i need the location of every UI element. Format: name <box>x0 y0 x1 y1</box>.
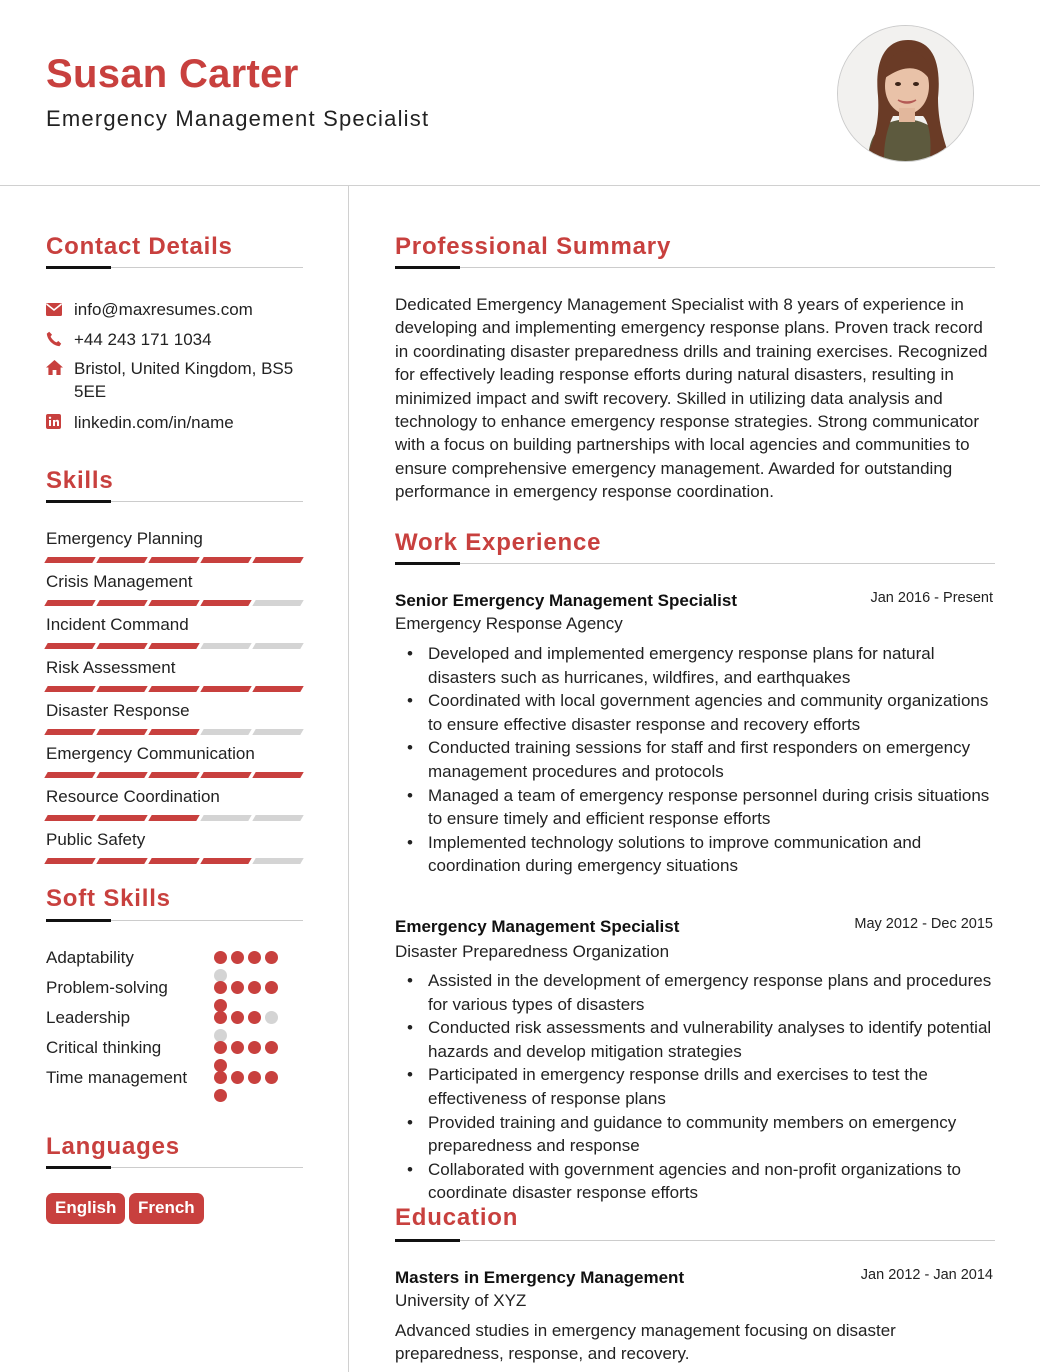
rating-dot <box>231 1071 244 1084</box>
summary-section-rule <box>395 267 995 268</box>
job-organization: Emergency Response Agency <box>395 614 623 633</box>
skill-level-segment <box>148 729 199 735</box>
skill-level-segment <box>148 772 199 778</box>
skill-level-segment <box>148 643 199 649</box>
skill-level-segment <box>44 772 95 778</box>
skill-level-bar <box>46 686 302 692</box>
education-school: University of XYZ <box>395 1291 527 1310</box>
phone-icon <box>46 328 74 352</box>
skill-level-segment <box>44 600 95 606</box>
rating-dot <box>265 1041 278 1054</box>
education-dates: Jan 2012 - Jan 2014 <box>860 1267 993 1283</box>
language-badge: English <box>46 1193 125 1224</box>
contact-address: Bristol, United Kingdom, BS5 5EE <box>74 359 294 401</box>
list-item: • Implemented technology solutions to improve communication and coordination during emergency situations <box>404 831 999 878</box>
skill-level-bar <box>46 557 302 563</box>
skill-level-segment <box>252 858 303 864</box>
list-item: • Conducted training sessions for staff and first responders on emergency management procedures and protocols <box>404 736 999 783</box>
skill-level-segment <box>96 772 147 778</box>
resume-header <box>0 0 1040 186</box>
rating-dot <box>265 1011 278 1024</box>
skill-level-segment <box>44 686 95 692</box>
skill-level-segment <box>96 729 147 735</box>
rating-dot <box>231 981 244 994</box>
skill-level-segment <box>252 686 303 692</box>
skill-level-bar <box>46 772 302 778</box>
education-description: Advanced studies in emergency management focusing on disaster preparedness, response, and recovery. <box>395 1321 896 1364</box>
soft-skill-name: Leadership <box>46 1008 131 1027</box>
rating-dot <box>214 951 227 964</box>
education-section-title: Education <box>395 1204 519 1231</box>
rating-dot <box>231 1011 244 1024</box>
rating-dot <box>214 1041 227 1054</box>
rating-dot <box>248 951 261 964</box>
skill-level-segment <box>44 729 95 735</box>
languages-section-rule <box>46 1167 303 1168</box>
skill-level-segment <box>252 643 303 649</box>
job-title: Emergency Management Specialist <box>395 917 680 936</box>
rating-dot <box>248 1041 261 1054</box>
list-item: • Developed and implemented emergency response plans for natural disasters such as hurricanes, wildfires, and earthquakes <box>404 642 999 689</box>
job-bullets <box>404 642 999 878</box>
skill-level-segment <box>252 729 303 735</box>
contact-linkedin-row <box>46 411 306 434</box>
skill-level-segment <box>252 557 303 563</box>
column-divider <box>348 186 349 1372</box>
skill-level-bar <box>46 643 302 649</box>
skill-level-bar <box>46 815 302 821</box>
skill-level-segment <box>252 600 303 606</box>
job-dates: May 2012 - Dec 2015 <box>854 916 993 932</box>
experience-section-title: Work Experience <box>395 529 602 556</box>
rating-dot <box>265 981 278 994</box>
skill-level-bar <box>46 729 302 735</box>
education-degree: Masters in Emergency Management <box>395 1268 685 1287</box>
portrait-image <box>838 26 974 162</box>
summary-text: Dedicated Emergency Management Specialist with 8 years of experience in developing and implementing emergency response plans. Proven track record in coordinating disaster preparedness drills and training exercises. Recognized for effectively leading response efforts during natural disasters, resulting in minimized impact and swift recovery. Skilled in utilizing data analysis and technology to enhance emergency response strategies. Strong communicator with a focus on building partnerships with local agencies and communities to ensure comprehensive emergency management. Awarded for outstanding performance in emergency response coordination. <box>395 295 988 502</box>
skill-level-segment <box>148 858 199 864</box>
list-item: • Provided training and guidance to community members on emergency preparedness and response <box>404 1111 999 1158</box>
contact-linkedin[interactable]: linkedin.com/in/name <box>74 413 234 432</box>
skill-level-segment <box>200 643 251 649</box>
skill-name: Disaster Response <box>46 701 190 720</box>
candidate-name: Susan Carter <box>46 52 299 96</box>
skills-section-title: Skills <box>46 467 114 494</box>
skill-level-segment <box>148 815 199 821</box>
contact-email[interactable]: info@maxresumes.com <box>74 300 253 319</box>
skill-level-segment <box>44 858 95 864</box>
rating-dot <box>231 1041 244 1054</box>
skill-level-segment <box>200 557 251 563</box>
job-dates: Jan 2016 - Present <box>870 590 993 606</box>
skill-level-segment <box>200 772 251 778</box>
skill-level-segment <box>148 557 199 563</box>
contact-address-row <box>46 357 306 403</box>
skill-name: Crisis Management <box>46 572 193 591</box>
skill-level-segment <box>200 858 251 864</box>
soft-skill-name: Time management <box>46 1068 188 1087</box>
rating-dot <box>231 951 244 964</box>
skill-level-segment <box>96 815 147 821</box>
skill-level-segment <box>96 686 147 692</box>
contact-phone-row <box>46 328 306 352</box>
skill-level-segment <box>96 557 147 563</box>
skill-level-segment <box>96 643 147 649</box>
skill-name: Incident Command <box>46 615 189 634</box>
skill-level-segment <box>200 729 251 735</box>
list-item: • Managed a team of emergency response personnel during crisis situations to ensure timely and efficient response efforts <box>404 784 999 831</box>
skill-level-segment <box>252 772 303 778</box>
soft-skill-name: Critical thinking <box>46 1038 162 1057</box>
profile-photo <box>837 25 974 162</box>
skill-level-segment <box>252 815 303 821</box>
skill-level-segment <box>200 815 251 821</box>
skill-level-bar <box>46 858 302 864</box>
soft-skill-name: Problem-solving <box>46 978 168 997</box>
rating-dot <box>214 1071 227 1084</box>
skills-section-rule <box>46 501 303 502</box>
list-item: • Conducted risk assessments and vulnerability analyses to identify potential hazards and develop mitigation strategies <box>404 1016 999 1063</box>
rating-dot <box>214 1011 227 1024</box>
rating-dot <box>214 1089 227 1102</box>
skill-level-segment <box>148 600 199 606</box>
contact-email-row <box>46 298 306 321</box>
contact-phone[interactable]: +44 243 171 1034 <box>74 330 212 349</box>
experience-section-rule <box>395 563 995 564</box>
skill-level-segment <box>148 686 199 692</box>
contact-section-rule <box>46 267 303 268</box>
skill-level-segment <box>44 557 95 563</box>
education-section-rule <box>395 1240 995 1241</box>
rating-dot <box>265 951 278 964</box>
skill-level-segment <box>200 600 251 606</box>
skill-level-segment <box>44 815 95 821</box>
soft-skills-section-rule <box>46 920 303 921</box>
skill-name: Risk Assessment <box>46 658 176 677</box>
languages-section-title: Languages <box>46 1133 180 1160</box>
rating-dot <box>248 1011 261 1024</box>
job-organization: Disaster Preparedness Organization <box>395 942 670 961</box>
job-title: Senior Emergency Management Specialist <box>395 591 738 610</box>
skill-name: Emergency Communication <box>46 744 255 763</box>
skill-name: Resource Coordination <box>46 787 220 806</box>
skill-level-bar <box>46 600 302 606</box>
soft-skills-section-title: Soft Skills <box>46 885 171 912</box>
skill-level-segment <box>44 643 95 649</box>
skill-name: Public Safety <box>46 830 146 849</box>
language-badge: French <box>129 1193 204 1224</box>
summary-section-title: Professional Summary <box>395 233 672 260</box>
contact-section-title: Contact Details <box>46 233 233 260</box>
rating-dot <box>248 1071 261 1084</box>
list-item: • Assisted in the development of emergency response plans and procedures for various types of disasters <box>404 969 999 1016</box>
envelope-icon <box>46 298 74 321</box>
home-icon <box>46 357 74 403</box>
soft-skill-name: Adaptability <box>46 948 134 967</box>
skill-level-segment <box>96 600 147 606</box>
skill-level-segment <box>200 686 251 692</box>
list-item: • Coordinated with local government agencies and community organizations to ensure effective disaster response and recovery efforts <box>404 689 999 736</box>
list-item: • Participated in emergency response drills and exercises to test the effectiveness of response plans <box>404 1063 999 1110</box>
list-item: • Collaborated with government agencies and non-profit organizations to coordinate disaster response efforts <box>404 1158 999 1205</box>
job-bullets <box>404 969 999 1205</box>
skill-name: Emergency Planning <box>46 529 203 548</box>
rating-dot <box>214 981 227 994</box>
linkedin-icon <box>46 411 74 434</box>
candidate-role: Emergency Management Specialist <box>46 106 430 131</box>
skill-level-segment <box>96 858 147 864</box>
rating-dot <box>248 981 261 994</box>
rating-dot <box>265 1071 278 1084</box>
